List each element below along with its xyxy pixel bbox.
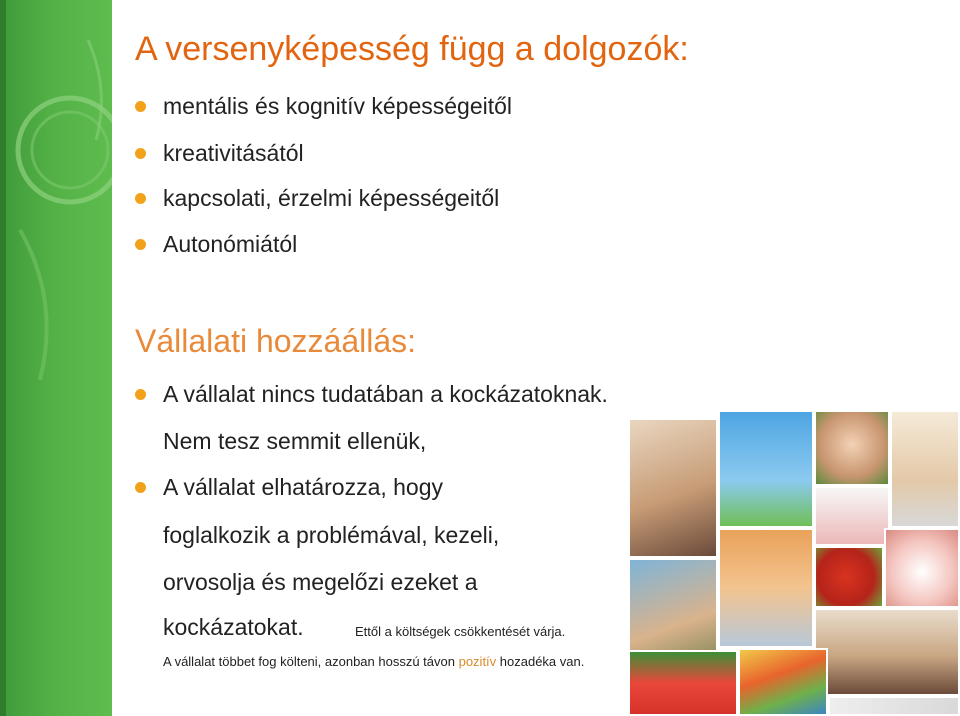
photo-smile: [884, 528, 960, 608]
list-item: Autonómiától: [135, 231, 297, 258]
attitude-text: kockázatokat.: [163, 614, 304, 640]
list-item: mentális és kognitív képességeitől: [135, 93, 512, 120]
attitude-text: orvosolja és megelőzi ezeket a: [163, 569, 478, 595]
section-subtitle: Vállalati hozzáállás:: [135, 323, 417, 359]
list-item: kreativitásától: [135, 140, 304, 167]
bullet-icon: [135, 101, 146, 112]
list-item: A vállalat elhatározza, hogy: [135, 474, 443, 501]
photo-strip: [828, 696, 960, 716]
photo-woman-dumbbell: [628, 418, 718, 558]
note-text: Ettől a költségek csökkentését várja.: [355, 624, 566, 639]
bullet-icon: [135, 193, 146, 204]
note-text: A vállalat többet fog költeni, azonban hosszú távon pozitív hozadéka van.: [163, 654, 585, 669]
bullet-icon: [135, 482, 146, 493]
photo-woman-sky: [718, 410, 814, 528]
bullet-icon: [135, 148, 146, 159]
photo-smiling-girl: [814, 410, 890, 486]
photo-apple: [814, 546, 884, 608]
list-item: A vállalat nincs tudatában a kockázatoknak.: [135, 381, 608, 408]
photo-collage: [628, 410, 960, 716]
bullet-icon: [135, 239, 146, 250]
decorative-side-bar: [0, 0, 112, 716]
photo-woman-tape: [718, 528, 814, 648]
photo-yoga: [890, 410, 960, 528]
slide-title: A versenyképesség függ a dolgozók:: [135, 30, 689, 68]
photo-fruits: [738, 648, 828, 716]
list-item: kapcsolati, érzelmi képességeitől: [135, 185, 499, 212]
swirl-decoration: [0, 0, 112, 716]
bullet-icon: [135, 389, 146, 400]
photo-man-thumbs-up: [814, 608, 960, 696]
attitude-text: foglalkozik a problémával, kezeli,: [163, 522, 500, 548]
photo-watermelon: [628, 650, 738, 716]
photo-balloon: [814, 486, 890, 546]
attitude-text: Nem tesz semmit ellenük,: [163, 428, 427, 454]
